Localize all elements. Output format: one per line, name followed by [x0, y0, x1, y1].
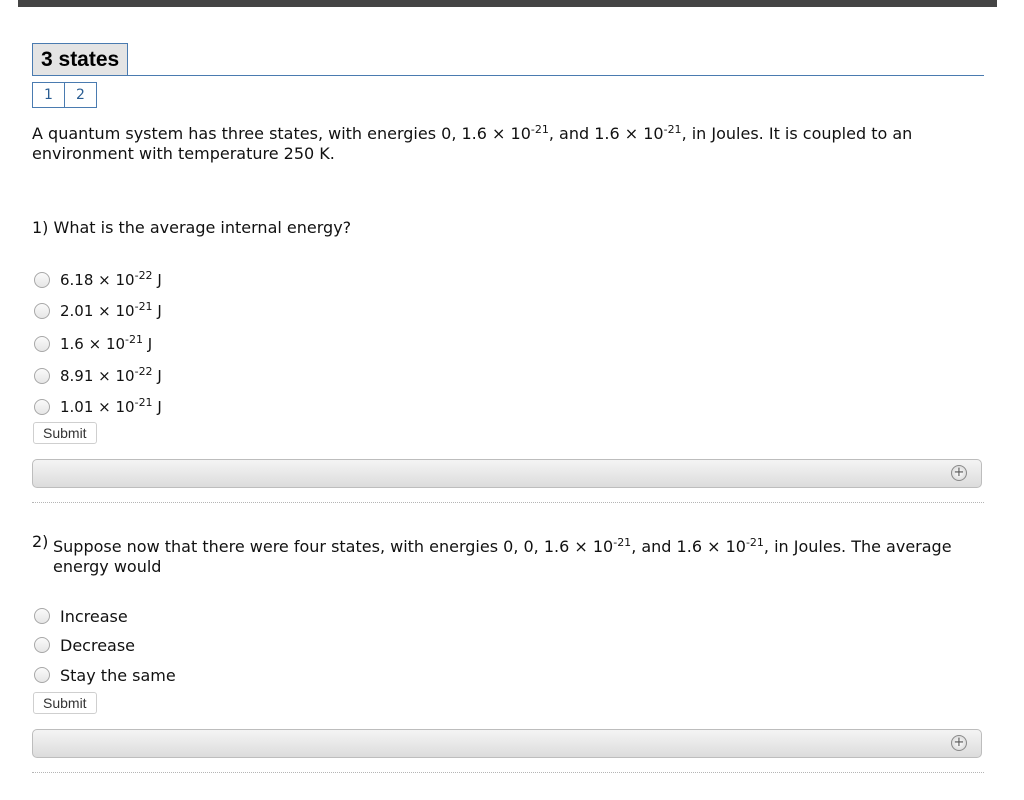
- option-label: Decrease: [60, 635, 136, 655]
- option-label: Stay the same: [60, 665, 176, 685]
- q2-submit-button[interactable]: Submit: [33, 692, 97, 714]
- q1-option-5[interactable]: [34, 396, 162, 418]
- prompt-text-1: A quantum system has three states, with energies 0, 1.6 × 10: [32, 124, 531, 143]
- radio-button[interactable]: [34, 303, 50, 319]
- prompt-exponent-1: -21: [530, 123, 549, 136]
- title-underline: [32, 43, 984, 76]
- option-label: $6.18 \times 10^{-22}$ J: [60, 269, 162, 289]
- radio-button[interactable]: [34, 272, 50, 288]
- q2-hint-bar[interactable]: [32, 729, 982, 758]
- prompt-text-2: , and 1.6 × 10: [548, 124, 664, 143]
- plus-circle-icon[interactable]: +: [951, 735, 967, 751]
- top-bar: [18, 0, 997, 7]
- prompt-text-3: , in Joules. It is coupled to an environment with temperature 250 K.: [32, 124, 913, 163]
- part-tabs: [32, 82, 96, 108]
- q1-hint-bar[interactable]: [32, 459, 982, 488]
- q2-option-increase[interactable]: [34, 605, 128, 627]
- plus-circle-icon[interactable]: +: [951, 465, 967, 481]
- option-label: Increase: [60, 606, 128, 626]
- tab-part-1[interactable]: 1: [32, 82, 65, 108]
- q1-option-1[interactable]: [34, 269, 162, 291]
- option-label: $1.01 \times 10^{-21}$ J: [60, 396, 162, 416]
- question-2-number: 2): [32, 532, 49, 551]
- prompt-exponent-2: -21: [663, 123, 682, 136]
- q1-option-3[interactable]: [34, 333, 152, 355]
- question-2-text: Suppose now that there were four states, with energies 0, 0, $1.6 \times 10^{-21}$, and $1.6 \times 10^{-21}$, in Joules. The average energy would: [53, 536, 952, 576]
- tab-part-2[interactable]: 2: [64, 82, 97, 108]
- radio-button[interactable]: [34, 336, 50, 352]
- radio-button[interactable]: [34, 399, 50, 415]
- radio-button[interactable]: [34, 667, 50, 683]
- option-label: $8.91 \times 10^{-22}$ J: [60, 365, 162, 385]
- option-label: $1.6 \times 10^{-21}$ J: [60, 333, 153, 353]
- question-1-text: 1) What is the average internal energy?: [32, 218, 352, 237]
- q2-option-stay-same[interactable]: [34, 664, 176, 686]
- q1-submit-button[interactable]: Submit: [33, 422, 97, 444]
- radio-button[interactable]: [34, 368, 50, 384]
- section-divider: [32, 502, 984, 503]
- radio-button[interactable]: [34, 608, 50, 624]
- option-label: $2.01 \times 10^{-21}$ J: [60, 300, 162, 320]
- q2-option-decrease[interactable]: [34, 634, 135, 656]
- section-divider: [32, 772, 984, 773]
- page-title: 3 states: [32, 43, 128, 75]
- q1-option-2[interactable]: [34, 300, 162, 322]
- problem-statement: [32, 124, 962, 164]
- radio-button[interactable]: [34, 637, 50, 653]
- q1-option-4[interactable]: [34, 365, 162, 387]
